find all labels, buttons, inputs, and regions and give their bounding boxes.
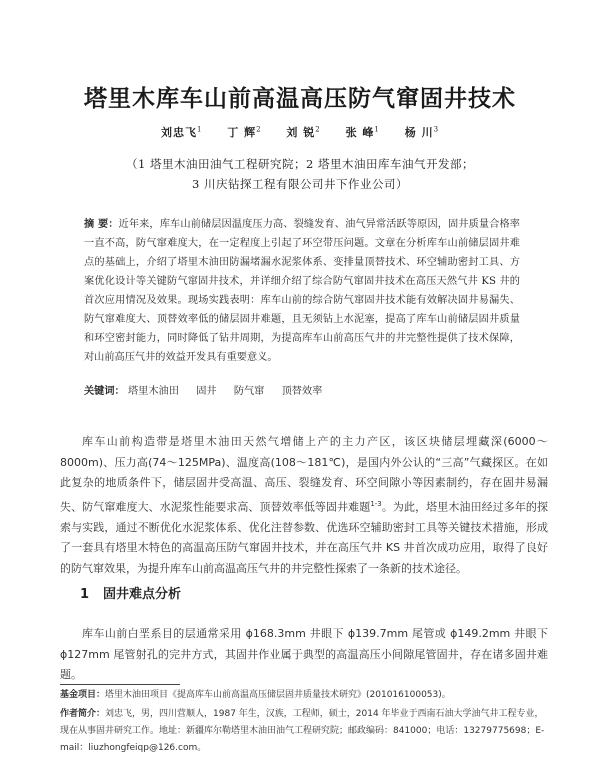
abstract (84, 215, 520, 367)
author-affil-mark: 1 (196, 125, 203, 134)
section-title: 固井难点分析 (103, 587, 182, 602)
author-list (0, 124, 600, 140)
section-number: 1 (80, 587, 90, 602)
keywords-label: 关键词： (84, 386, 125, 397)
keyword: 塔里木油田 (128, 386, 179, 397)
author: 丁 辉$^2$ (227, 125, 262, 139)
footnote-fund: 基金项目：塔里木油田项目《提高库车山前高温高压储层固井质量技术研究》(201016100053)。 (60, 690, 451, 700)
section-heading (80, 583, 181, 602)
author: 刘 锐$^2$ (286, 125, 321, 139)
author: 刘忠飞$^1$ (160, 125, 203, 139)
footnote-author: 作者简介：刘忠飞，男，四川营顺人，1987 年生，汉族，工程师，硕士，2014 年毕业于西南石油大学油气井工程专业，现在从事固井研究工作。地址：新疆库尔勒塔里木油田油气工程研究院；邮政编码：841000；电话：13279775698；E-mail：liuzhongfeiqp@126.com。 (60, 709, 545, 753)
abstract-text: 近年来，库车山前储层因温度压力高、裂缝发育、油气异常活跃等原因，固井质量合格率一直不高，防气窜难度大，在一定程度上引起了环空带压问题。文章在分析库车山前储层固井难点的基础上，介绍了塔里木油田防漏堵漏水泥浆体系、变排量顶替技术、环空辅助密封工具、方案优化设计等关键防气窜固井技术，并详细介绍了综合防气窜固井技术在高压天然气井 KS 井的首次应用情况及效果。现场实践表明：库车山前的综合防气窜固井技术能有效解决固井易漏失、防气窜难度大、顶替效率低的储层固井难题，且无须钻上水泥塞，提高了库车山前储层固井质量和环空密封能力，同时降低了钻井周期，为提高库车山前高压气井的井完整性提供了技术保障，对山前高压气井的效益开发具有重要意义。 (84, 219, 520, 363)
intro-paragraph: 库车山前构造带是塔里木油田天然气增储上产的主力产区，该区块储层埋藏深(6000～8000m)、压力高(74～125MPa)、温度高(108～181℃)，是国内外公认的“三高”气藏探区。在如此复杂的地质条件下，储层固井受高温、高压、裂缝发育、环空间隙小等因素制约，存在固井易漏失、防气窜难度大、水泥浆性能要求高、顶替效率低等固井难题$^{1-3}$。为此，塔里木油田经过多年的探索与实践，通过不断优化水泥浆体系、优化注替参数、优选环空辅助密封工具等关键技术措施，形成了一套具有塔里木特色的高温高压防气窜固井技术，并在高压气井 KS 井首次成功应用，取得了良好的防气窜效果，为提升库车山前高温高压气井的井完整性探索了一条新的技术途径。 (60, 435, 549, 575)
section-paragraph: 库车山前白垩系目的层通常采用 ϕ168.3mm 井眼下 ϕ139.7mm 尾管或 ϕ149.2mm 井眼下 ϕ127mm 尾管射孔的完井方式，其固井作业属于典型的高温高压小间隙尾管固井，存在诸多固井难题。 (60, 627, 548, 681)
footnote-divider (60, 684, 180, 685)
author-affil-mark: 2 (256, 125, 262, 134)
keyword: 顶替效率 (281, 386, 323, 397)
paper-title: 塔里木库车山前高温高压防气窜固井技术 (84, 86, 516, 112)
keywords (84, 382, 520, 397)
affiliation-line: 3 川庆钻探工程有限公司井下作业公司） (192, 177, 408, 191)
author-affil-mark: 3 (433, 125, 440, 134)
affiliation-line: （1 塔里木油田油气工程研究院；2 塔里木油田库车油气开发部； (126, 157, 474, 171)
author-affil-mark: 2 (315, 125, 321, 134)
keyword: 固井 (196, 386, 217, 397)
author-affil-mark: 1 (374, 125, 380, 134)
abstract-label: 摘 要： (84, 219, 119, 230)
keyword: 防气窜 (233, 386, 265, 397)
author: 张 峰$^1$ (345, 125, 380, 139)
author: 杨 川$^3$ (404, 125, 440, 139)
citation: 1-3 (370, 499, 382, 508)
